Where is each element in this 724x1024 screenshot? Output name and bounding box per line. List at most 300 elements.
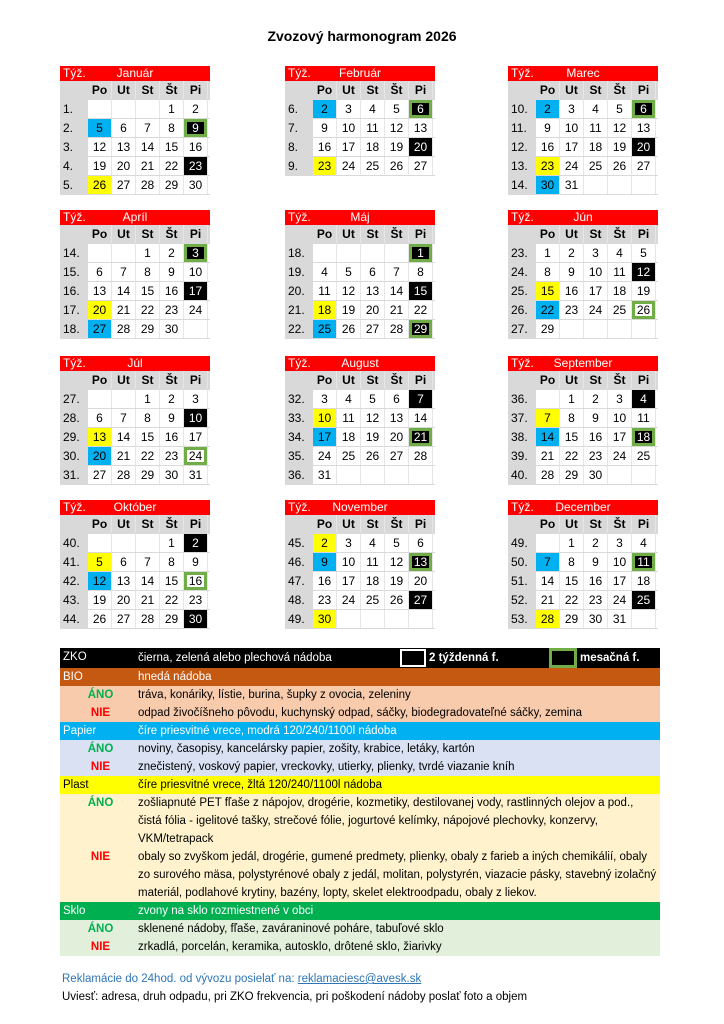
legend-plast-yes-text: zošliapnuté PET fľaše z nápojov, drogérie, kozmetiky, destilovanej vody, rastlinných olejov a pod., čistá fólia - igelitové tašky, strečové fólie, jogurtové kelímky, nápojové plechovky, konzervy, VKM/tetrapack xyxy=(138,797,634,845)
day-cell: 27 xyxy=(409,157,433,175)
day-cell xyxy=(184,320,208,338)
day-cell: 24 xyxy=(313,447,337,465)
complaint-note xyxy=(62,973,421,985)
day-cell: 11 xyxy=(608,263,632,281)
legend-papier-no-row xyxy=(60,758,660,776)
week-number: 7. xyxy=(285,119,313,137)
day-cell xyxy=(361,610,385,628)
week-number: 37. xyxy=(508,409,536,427)
day-cell: 6 xyxy=(409,100,433,118)
day-header: Št xyxy=(160,371,184,389)
week-row xyxy=(60,428,210,447)
week-number: 17. xyxy=(60,301,88,319)
week-number: 13. xyxy=(508,157,536,175)
week-header-cell xyxy=(508,371,536,389)
day-cell: 21 xyxy=(409,428,433,446)
day-cell: 7 xyxy=(536,553,560,571)
day-cell: 8 xyxy=(560,409,584,427)
day-cell: 27 xyxy=(88,320,112,338)
day-header: Št xyxy=(385,225,409,243)
day-header: St xyxy=(584,515,608,533)
day-cell: 20 xyxy=(361,301,385,319)
day-cell: 27 xyxy=(88,466,112,484)
day-cell: 16 xyxy=(584,572,608,590)
day-cell: 4 xyxy=(337,390,361,408)
legend-papier-yes-text: noviny, časopisy, kancelársky papier, zošity, krabice, letáky, kartón xyxy=(138,743,475,755)
day-cell: 20 xyxy=(409,138,433,156)
week-row xyxy=(285,138,435,157)
week-row xyxy=(285,119,435,138)
week-number: 44. xyxy=(60,610,88,628)
week-row xyxy=(285,428,435,447)
week-number: 36. xyxy=(285,466,313,484)
day-cell: 4 xyxy=(313,263,337,281)
day-cell: 3 xyxy=(608,390,632,408)
day-cell: 18 xyxy=(313,301,337,319)
day-cell: 31 xyxy=(560,176,584,194)
day-cell: 11 xyxy=(632,409,656,427)
day-header: St xyxy=(361,515,385,533)
day-cell: 16 xyxy=(313,572,337,590)
month-name: Máj xyxy=(350,210,370,224)
day-cell: 22 xyxy=(560,591,584,609)
week-row xyxy=(508,428,658,447)
day-header-row xyxy=(285,371,435,390)
week-column-label: Týž. xyxy=(63,500,86,514)
week-row xyxy=(285,466,435,485)
day-cell: 27 xyxy=(385,447,409,465)
week-header-cell xyxy=(60,515,88,533)
day-cell xyxy=(536,390,560,408)
day-cell: 9 xyxy=(584,409,608,427)
day-cell: 8 xyxy=(136,263,160,281)
day-header: Pi xyxy=(409,81,433,99)
day-cell: 18 xyxy=(608,282,632,300)
day-cell: 13 xyxy=(88,428,112,446)
day-cell: 23 xyxy=(584,447,608,465)
day-cell: 1 xyxy=(536,244,560,262)
legend-bio-text: hnedá nádoba xyxy=(138,671,212,683)
day-header: St xyxy=(136,515,160,533)
month-name: December xyxy=(555,500,611,514)
week-number: 6. xyxy=(285,100,313,118)
week-row xyxy=(508,176,658,195)
week-row xyxy=(60,610,210,629)
day-cell: 9 xyxy=(160,263,184,281)
week-row xyxy=(508,572,658,591)
day-cell: 22 xyxy=(536,301,560,319)
week-row xyxy=(285,409,435,428)
month-name: Marec xyxy=(566,66,600,80)
day-cell: 2 xyxy=(160,244,184,262)
day-cell: 9 xyxy=(313,553,337,571)
day-cell: 2 xyxy=(584,534,608,552)
day-header: Pi xyxy=(632,81,656,99)
legend-bio-label: BIO xyxy=(63,671,83,683)
day-cell xyxy=(88,100,112,118)
legend-plast-row xyxy=(60,776,660,794)
week-row xyxy=(60,282,210,301)
day-cell: 1 xyxy=(136,244,160,262)
day-cell: 19 xyxy=(385,572,409,590)
day-cell: 17 xyxy=(560,138,584,156)
week-number: 48. xyxy=(285,591,313,609)
complaint-text: Reklamácie do 24hod. od vývozu posielať na: xyxy=(62,973,298,985)
day-cell: 2 xyxy=(184,534,208,552)
week-number: 14. xyxy=(60,244,88,262)
day-cell: 30 xyxy=(584,610,608,628)
day-cell: 8 xyxy=(536,263,560,281)
day-header: Ut xyxy=(560,81,584,99)
week-row xyxy=(508,244,658,263)
week-number: 47. xyxy=(285,572,313,590)
day-cell: 28 xyxy=(536,466,560,484)
week-row xyxy=(508,119,658,138)
week-number: 2. xyxy=(60,119,88,137)
month-header xyxy=(508,500,658,515)
day-cell: 24 xyxy=(337,157,361,175)
day-cell: 29 xyxy=(409,320,433,338)
day-cell: 20 xyxy=(409,572,433,590)
day-cell: 30 xyxy=(313,610,337,628)
legend-papier-row xyxy=(60,722,660,740)
day-cell: 30 xyxy=(160,320,184,338)
day-cell xyxy=(337,610,361,628)
day-cell: 12 xyxy=(337,282,361,300)
week-number: 42. xyxy=(60,572,88,590)
week-number: 39. xyxy=(508,447,536,465)
day-cell xyxy=(385,244,409,262)
day-cell: 17 xyxy=(608,428,632,446)
week-column-label: Týž. xyxy=(63,66,86,80)
day-cell: 12 xyxy=(385,119,409,137)
week-column-label: Týž. xyxy=(511,356,534,370)
day-cell xyxy=(608,176,632,194)
day-cell: 31 xyxy=(608,610,632,628)
day-cell: 22 xyxy=(409,301,433,319)
day-cell xyxy=(608,466,632,484)
week-row xyxy=(285,100,435,119)
week-number: 22. xyxy=(285,320,313,338)
day-header: Po xyxy=(536,81,560,99)
legend-sklo-no-text: zrkadlá, porcelán, keramika, autosklo, drôtené sklo, žiarivky xyxy=(138,941,442,953)
day-cell xyxy=(112,390,136,408)
week-column-label: Týž. xyxy=(288,66,311,80)
month-september xyxy=(508,356,658,485)
day-cell: 3 xyxy=(584,244,608,262)
day-header: Ut xyxy=(560,225,584,243)
week-column-label: Týž. xyxy=(511,210,534,224)
legend-biweekly-label: 2 týždenná f. xyxy=(429,652,499,664)
legend-sklo-yes-text: sklenené nádoby, fľaše, zaváraninové poháre, tabuľové sklo xyxy=(138,923,444,935)
week-row xyxy=(508,320,658,339)
day-cell: 4 xyxy=(632,390,656,408)
day-cell xyxy=(560,320,584,338)
day-cell: 17 xyxy=(584,282,608,300)
week-row xyxy=(60,119,210,138)
month-júl xyxy=(60,356,210,485)
day-cell: 22 xyxy=(160,591,184,609)
day-cell xyxy=(313,244,337,262)
day-cell: 7 xyxy=(409,390,433,408)
day-header-row xyxy=(285,515,435,534)
week-number: 27. xyxy=(508,320,536,338)
day-cell: 28 xyxy=(536,610,560,628)
day-header: Po xyxy=(313,81,337,99)
month-header xyxy=(508,210,658,225)
week-number: 26. xyxy=(508,301,536,319)
week-row xyxy=(60,263,210,282)
week-column-label: Týž. xyxy=(63,210,86,224)
day-cell: 15 xyxy=(560,572,584,590)
day-cell: 24 xyxy=(560,157,584,175)
legend-bio-no-label: NIE xyxy=(90,707,111,719)
day-cell: 26 xyxy=(385,157,409,175)
month-header xyxy=(285,210,435,225)
day-cell: 23 xyxy=(160,301,184,319)
day-cell: 2 xyxy=(184,100,208,118)
day-cell: 2 xyxy=(313,100,337,118)
legend-papier-no-text: znečistený, voskový papier, vreckovky, utierky, plienky, tvrdé viazanie kníh xyxy=(138,761,515,773)
day-cell: 29 xyxy=(560,466,584,484)
legend-sklo-text: zvony na sklo rozmiestnené v obci xyxy=(138,905,314,917)
complaint-email-link[interactable]: reklamaciesc@avesk.sk xyxy=(297,973,422,985)
day-cell: 11 xyxy=(632,553,656,571)
day-header: St xyxy=(584,225,608,243)
day-cell: 10 xyxy=(608,553,632,571)
day-cell: 16 xyxy=(160,428,184,446)
day-cell xyxy=(584,176,608,194)
week-row xyxy=(285,244,435,263)
week-number: 14. xyxy=(508,176,536,194)
week-header-cell xyxy=(508,515,536,533)
legend-plast-text: číre priesvitné vrece, žltá 120/240/1100l nádoba xyxy=(138,779,382,791)
day-cell: 10 xyxy=(608,409,632,427)
week-number: 23. xyxy=(508,244,536,262)
day-cell: 5 xyxy=(337,263,361,281)
day-cell: 6 xyxy=(88,263,112,281)
week-row xyxy=(285,610,435,629)
week-number: 5. xyxy=(60,176,88,194)
day-cell: 6 xyxy=(385,390,409,408)
day-header: Ut xyxy=(112,81,136,99)
day-header: Ut xyxy=(560,371,584,389)
day-cell: 13 xyxy=(88,282,112,300)
week-row xyxy=(285,301,435,320)
week-column-label: Týž. xyxy=(288,210,311,224)
week-number: 25. xyxy=(508,282,536,300)
day-cell: 25 xyxy=(337,447,361,465)
week-number: 28. xyxy=(60,409,88,427)
legend-bio-yes-label: ÁNO xyxy=(87,689,114,701)
month-name: Jún xyxy=(573,210,593,224)
day-header-row xyxy=(508,371,658,390)
week-row xyxy=(285,282,435,301)
day-header: Ut xyxy=(337,371,361,389)
day-cell: 24 xyxy=(608,447,632,465)
day-header: Št xyxy=(608,515,632,533)
day-cell xyxy=(608,320,632,338)
day-cell: 30 xyxy=(184,610,208,628)
month-jún xyxy=(508,210,658,339)
day-cell: 21 xyxy=(536,447,560,465)
day-header: Pi xyxy=(184,81,208,99)
week-row xyxy=(60,553,210,572)
day-header-row xyxy=(285,81,435,100)
day-cell: 25 xyxy=(361,157,385,175)
legend-papier-no-label: NIE xyxy=(90,761,111,773)
day-cell: 25 xyxy=(584,157,608,175)
day-header: Št xyxy=(385,371,409,389)
day-header: Ut xyxy=(337,81,361,99)
day-cell: 11 xyxy=(584,119,608,137)
week-row xyxy=(508,409,658,428)
day-cell: 29 xyxy=(160,176,184,194)
day-header: St xyxy=(584,371,608,389)
day-cell: 4 xyxy=(584,100,608,118)
month-header xyxy=(285,66,435,81)
week-row xyxy=(60,534,210,553)
week-number: 41. xyxy=(60,553,88,571)
day-header: Pi xyxy=(632,515,656,533)
week-row xyxy=(60,409,210,428)
day-cell: 25 xyxy=(313,320,337,338)
day-cell: 29 xyxy=(560,610,584,628)
day-cell xyxy=(112,100,136,118)
day-cell xyxy=(536,534,560,552)
day-cell xyxy=(632,610,656,628)
day-cell: 26 xyxy=(608,157,632,175)
day-cell: 11 xyxy=(337,409,361,427)
week-number: 49. xyxy=(508,534,536,552)
month-name: Apríl xyxy=(122,210,148,224)
week-column-label: Týž. xyxy=(63,356,86,370)
day-cell: 17 xyxy=(313,428,337,446)
week-row xyxy=(285,572,435,591)
day-cell: 14 xyxy=(136,572,160,590)
day-cell: 14 xyxy=(112,282,136,300)
day-cell: 3 xyxy=(337,534,361,552)
month-name: November xyxy=(332,500,388,514)
legend-zko-details xyxy=(138,648,660,668)
day-cell: 27 xyxy=(632,157,656,175)
day-cell: 16 xyxy=(536,138,560,156)
week-number: 24. xyxy=(508,263,536,281)
week-row xyxy=(60,390,210,409)
day-header: Št xyxy=(385,81,409,99)
day-cell: 23 xyxy=(313,591,337,609)
day-header-row xyxy=(508,515,658,534)
day-cell: 17 xyxy=(337,572,361,590)
day-cell: 13 xyxy=(409,553,433,571)
day-cell: 3 xyxy=(608,534,632,552)
day-cell: 19 xyxy=(88,591,112,609)
day-header: Po xyxy=(88,81,112,99)
day-cell: 23 xyxy=(536,157,560,175)
day-cell: 28 xyxy=(409,447,433,465)
day-cell: 8 xyxy=(160,119,184,137)
day-header: St xyxy=(136,225,160,243)
week-number: 30. xyxy=(60,447,88,465)
day-cell: 10 xyxy=(560,119,584,137)
week-row xyxy=(60,244,210,263)
day-cell: 28 xyxy=(385,320,409,338)
legend-monthly-label: mesačná f. xyxy=(580,652,640,664)
month-marec xyxy=(508,66,658,195)
day-cell: 11 xyxy=(361,119,385,137)
day-cell: 18 xyxy=(632,428,656,446)
day-cell: 17 xyxy=(184,282,208,300)
day-cell: 30 xyxy=(184,176,208,194)
day-cell: 6 xyxy=(88,409,112,427)
day-cell: 23 xyxy=(313,157,337,175)
day-cell: 8 xyxy=(136,409,160,427)
day-header: Št xyxy=(608,225,632,243)
day-cell: 27 xyxy=(409,591,433,609)
day-cell: 28 xyxy=(136,610,160,628)
month-header xyxy=(60,500,210,515)
day-header: Ut xyxy=(337,515,361,533)
day-cell: 13 xyxy=(632,119,656,137)
day-cell: 13 xyxy=(409,119,433,137)
day-cell: 2 xyxy=(560,244,584,262)
day-cell: 12 xyxy=(632,263,656,281)
day-cell: 29 xyxy=(536,320,560,338)
week-row xyxy=(60,301,210,320)
page-title: Zvozový harmonogram 2026 xyxy=(267,28,457,44)
month-header xyxy=(508,66,658,81)
day-cell: 2 xyxy=(536,100,560,118)
day-cell: 14 xyxy=(385,282,409,300)
day-cell: 3 xyxy=(313,390,337,408)
day-cell: 15 xyxy=(136,282,160,300)
day-cell: 10 xyxy=(184,263,208,281)
day-cell xyxy=(385,610,409,628)
day-cell: 7 xyxy=(136,119,160,137)
week-number: 16. xyxy=(60,282,88,300)
day-cell: 10 xyxy=(184,409,208,427)
day-header: St xyxy=(361,225,385,243)
day-cell: 25 xyxy=(632,447,656,465)
day-cell: 15 xyxy=(536,282,560,300)
legend-plast-no-label: NIE xyxy=(90,851,111,863)
day-cell: 13 xyxy=(112,138,136,156)
day-cell xyxy=(409,466,433,484)
legend-plast-no-row xyxy=(60,848,660,902)
day-header: Ut xyxy=(112,515,136,533)
day-cell: 5 xyxy=(88,119,112,137)
day-cell: 22 xyxy=(560,447,584,465)
day-cell: 7 xyxy=(536,409,560,427)
legend-sklo-label: Sklo xyxy=(63,905,86,917)
legend-papier-label: Papier xyxy=(63,725,97,737)
week-row xyxy=(285,390,435,409)
day-cell xyxy=(632,176,656,194)
day-cell: 13 xyxy=(112,572,136,590)
week-row xyxy=(285,591,435,610)
day-cell xyxy=(337,244,361,262)
week-row xyxy=(508,157,658,176)
day-header: Pi xyxy=(409,225,433,243)
week-header-cell xyxy=(60,371,88,389)
day-cell: 5 xyxy=(385,534,409,552)
week-header-cell xyxy=(508,225,536,243)
legend-sklo-yes-label: ÁNO xyxy=(87,923,114,935)
week-header-cell xyxy=(285,515,313,533)
week-number: 21. xyxy=(285,301,313,319)
month-name: Január xyxy=(116,66,154,80)
legend-bio-no-text: odpad živočíšneho pôvodu, kuchynský odpad, sáčky, biodegradovateľné sáčky, zemina xyxy=(138,707,583,719)
